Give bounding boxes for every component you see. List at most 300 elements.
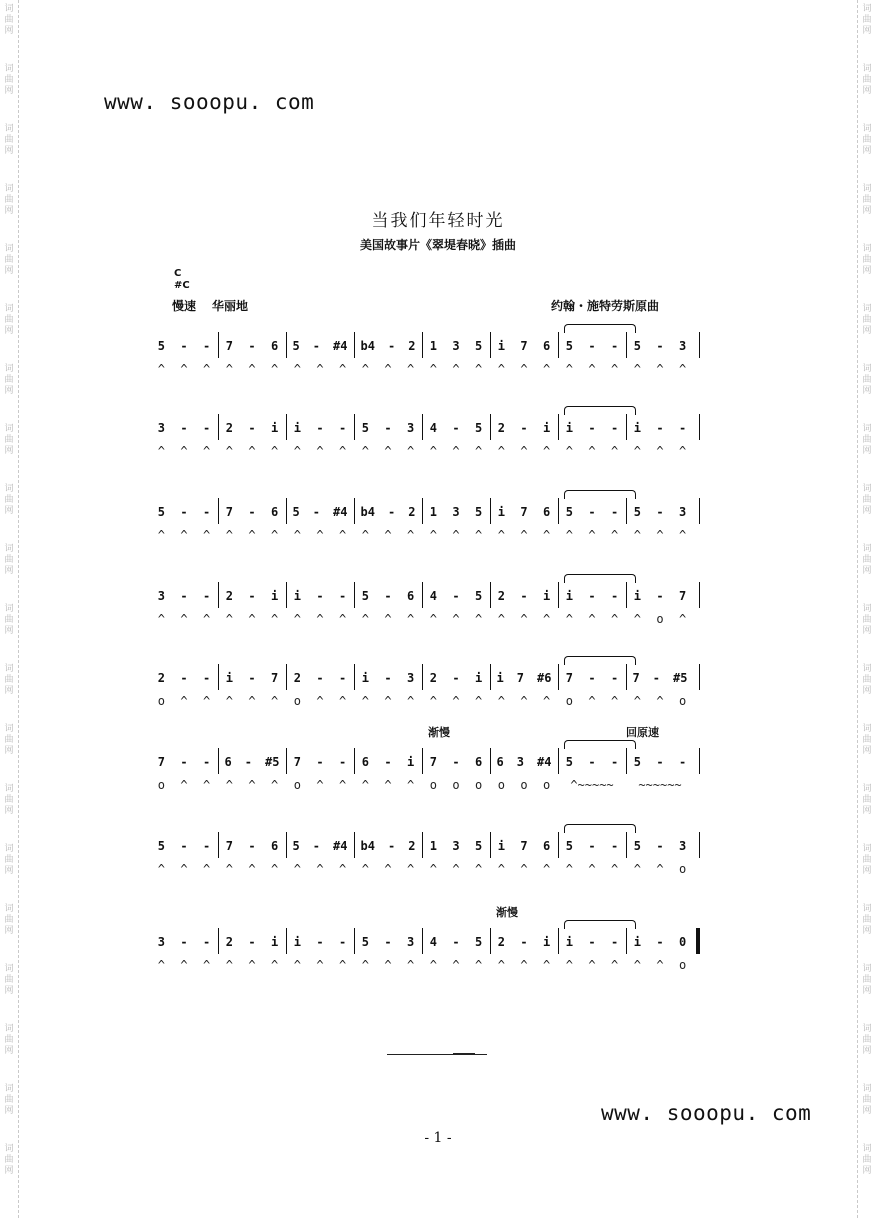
note: 6 [271, 839, 279, 853]
note: - [180, 505, 188, 519]
note: - [316, 671, 324, 685]
measure [218, 668, 286, 688]
accent-mark: ^ [656, 528, 664, 542]
note: - [588, 421, 596, 435]
accent-mark: ^ [520, 612, 528, 626]
note: - [180, 339, 188, 353]
accent-mark: ^ [316, 528, 324, 542]
a-tempo-mark: 回原速 [626, 726, 659, 739]
accent-group [626, 778, 694, 792]
accent-mark: ^ [565, 528, 573, 542]
accent-group [422, 958, 490, 972]
accent-mark: ^ [452, 528, 460, 542]
accent-group [422, 362, 490, 376]
measure-line [150, 502, 710, 522]
note: i [271, 421, 279, 435]
accent-mark: ^ [429, 958, 437, 972]
accent-group [354, 778, 422, 792]
note: i [293, 421, 301, 435]
measure [286, 932, 354, 952]
accent-mark: ^ [475, 612, 483, 626]
accent-mark: o [452, 778, 460, 792]
watermark-glyph-stack: 词 曲 网 [4, 184, 14, 216]
note: i [293, 589, 301, 603]
note: - [452, 755, 460, 769]
note: 3 [679, 505, 687, 519]
note: - [180, 671, 188, 685]
note: 5 [475, 339, 483, 353]
accent-group [490, 862, 558, 876]
accent-group [286, 528, 354, 542]
accent-group [354, 362, 422, 376]
accent-group [354, 528, 422, 542]
accent-mark: ^ [339, 528, 347, 542]
measure [150, 932, 218, 952]
note: i [407, 755, 415, 769]
accent-mark: ^ [656, 958, 664, 972]
measure [354, 502, 422, 522]
note: - [652, 671, 660, 685]
accent-mark: ^ [225, 778, 233, 792]
measure [150, 502, 218, 522]
note: #4 [537, 755, 552, 769]
note: - [339, 671, 347, 685]
measure [558, 418, 626, 438]
accent-mark: ^ [543, 444, 551, 458]
accent-mark: ^ [225, 694, 233, 708]
page-number: - 1 - [424, 1130, 452, 1146]
accent-mark: ^ [361, 612, 369, 626]
accent-group [490, 612, 558, 626]
note: #4 [333, 339, 348, 353]
accent-mark: ^ [293, 862, 301, 876]
note: - [384, 755, 392, 769]
accent-group [286, 862, 354, 876]
accent-group [286, 362, 354, 376]
note: 5 [361, 589, 369, 603]
accent-mark: ^ [611, 528, 619, 542]
measure [354, 932, 422, 952]
accent-mark: ^ [429, 528, 437, 542]
accent-mark: ^ [611, 694, 619, 708]
accent-mark: ^ [293, 444, 301, 458]
note: 6 [224, 755, 232, 769]
watermark-glyph-stack: 词 曲 网 [862, 184, 872, 216]
note: i [543, 421, 551, 435]
note: 7 [516, 671, 524, 685]
note: - [611, 589, 619, 603]
note: - [312, 505, 320, 519]
accent-mark: ^ [316, 612, 324, 626]
measure [218, 336, 286, 356]
measure [354, 836, 422, 856]
accent-group [218, 958, 286, 972]
measure [422, 752, 490, 772]
measure [286, 418, 354, 438]
note: i [271, 935, 279, 949]
accent-mark: ^ [384, 362, 392, 376]
accent-mark: ^ [157, 528, 165, 542]
note: - [611, 421, 619, 435]
accent-mark: ^ [429, 612, 437, 626]
accent-mark: ^ [248, 862, 256, 876]
note: i [633, 589, 641, 603]
accent-mark: ^ [407, 862, 415, 876]
note: 2 [225, 421, 233, 435]
watermark-glyph-stack: 词 曲 网 [4, 1084, 14, 1116]
accent-mark: o [565, 694, 573, 708]
watermark-glyph-stack: 词 曲 网 [4, 664, 14, 696]
accent-mark: ^ [588, 694, 596, 708]
accent-mark: ^ [452, 444, 460, 458]
accent-line [150, 778, 710, 792]
accent-mark: ^ [588, 362, 596, 376]
measure-line [150, 668, 710, 688]
note: - [244, 755, 252, 769]
note: - [248, 589, 256, 603]
accent-mark: ^ [203, 444, 211, 458]
watermark-glyph-stack: 词 曲 网 [862, 64, 872, 96]
measure-line [150, 752, 710, 772]
accent-mark: ^ [225, 528, 233, 542]
note: - [339, 421, 347, 435]
accent-group [218, 694, 286, 708]
accent-mark: ^ [203, 362, 211, 376]
accent-group [354, 612, 422, 626]
note: - [387, 505, 396, 519]
note: 5 [475, 935, 483, 949]
accent-mark: ^ [180, 862, 188, 876]
watermark-glyph-stack: 词 曲 网 [4, 604, 14, 636]
note: 4 [429, 935, 437, 949]
measure [286, 336, 354, 356]
accent-mark: ^ [656, 694, 664, 708]
note: 5 [565, 755, 573, 769]
accent-mark: ^ [475, 362, 483, 376]
key-signature [174, 268, 190, 292]
accent-mark: ^ [679, 528, 687, 542]
accent-mark: ^ [339, 362, 347, 376]
measure [422, 668, 490, 688]
accent-group [626, 862, 694, 876]
accent-line [150, 694, 710, 708]
accent-mark: ^ [316, 362, 324, 376]
accent-mark: ^ [361, 444, 369, 458]
note: - [248, 339, 256, 353]
accent-mark: ^ [407, 444, 415, 458]
note: 5 [475, 421, 483, 435]
tie-arc [564, 406, 636, 415]
accent-line [150, 528, 710, 542]
note: 7 [225, 505, 233, 519]
note: 5 [157, 839, 165, 853]
note: 6 [496, 755, 504, 769]
note: 3 [452, 339, 460, 353]
accent-mark: ^ [588, 444, 596, 458]
accent-mark: ^ [271, 362, 279, 376]
accent-mark: ^ [180, 778, 188, 792]
note: 1 [429, 839, 437, 853]
note: - [312, 339, 320, 353]
note: 5 [292, 339, 300, 353]
accent-mark: ^ [180, 528, 188, 542]
note: 3 [157, 935, 165, 949]
song-title: 当我们年轻时光 [371, 211, 505, 231]
accent-mark: ^ [497, 862, 505, 876]
accent-mark: ^ [384, 694, 392, 708]
note: - [384, 589, 392, 603]
accent-mark: ^ [407, 778, 415, 792]
watermark-glyph-stack: 词 曲 网 [4, 1144, 14, 1176]
accent-group [150, 694, 218, 708]
accent-group [626, 958, 694, 972]
accent-mark: ^ [543, 362, 551, 376]
accent-group [422, 612, 490, 626]
accent-mark: ^ [497, 612, 505, 626]
note: 3 [407, 421, 415, 435]
accent-group [354, 694, 422, 708]
accent-mark: ^ [271, 612, 279, 626]
note: - [611, 505, 619, 519]
note: - [203, 839, 211, 853]
note: 3 [679, 839, 687, 853]
accent-mark: ^ [225, 612, 233, 626]
accent-mark: o [679, 862, 687, 876]
note: 2 [293, 671, 301, 685]
accent-mark: ^ [316, 444, 324, 458]
watermark-glyph-stack: 词 曲 网 [862, 964, 872, 996]
accent-group [150, 778, 218, 792]
note: 2 [429, 671, 437, 685]
accent-group [490, 778, 558, 792]
measure [422, 586, 490, 606]
accent-mark: ^ [520, 694, 528, 708]
score-row [150, 836, 710, 896]
note: 2 [497, 421, 505, 435]
note: - [180, 421, 188, 435]
accent-mark: ^ [271, 528, 279, 542]
note: 7 [679, 589, 687, 603]
accent-mark: ^ [203, 862, 211, 876]
note: - [656, 755, 664, 769]
note: i [543, 935, 551, 949]
watermark-glyph-stack: 词 曲 网 [4, 544, 14, 576]
note: i [293, 935, 301, 949]
accent-mark: o [679, 694, 687, 708]
note: 3 [452, 505, 460, 519]
measure [626, 586, 694, 606]
note: - [339, 755, 347, 769]
note: 7 [429, 755, 437, 769]
note: i [225, 671, 233, 685]
note: 7 [157, 755, 165, 769]
accent-mark: o [543, 778, 551, 792]
measure [286, 502, 354, 522]
accent-group [286, 694, 354, 708]
tie-arc [564, 490, 636, 499]
watermark-glyph-stack: 词 曲 网 [4, 964, 14, 996]
accent-group [558, 958, 626, 972]
measure [422, 932, 490, 952]
note: b4 [360, 505, 375, 519]
accent-mark: ^ [225, 444, 233, 458]
note: 2 [225, 589, 233, 603]
accent-group [558, 362, 626, 376]
note: - [248, 839, 256, 853]
note: b4 [360, 839, 375, 853]
measure [626, 668, 694, 688]
watermark-glyph-stack: 词 曲 网 [862, 244, 872, 276]
accent-mark: ^ [225, 862, 233, 876]
accent-mark: ^ [180, 694, 188, 708]
measure [558, 668, 626, 688]
accent-mark: ^ [316, 958, 324, 972]
watermark-glyph-stack: 词 曲 网 [4, 484, 14, 516]
note: - [316, 589, 324, 603]
style-marking: 华丽地 [212, 299, 249, 313]
accent-mark: ^ [248, 778, 256, 792]
accent-group [286, 958, 354, 972]
accent-group [354, 444, 422, 458]
note: 4 [429, 589, 437, 603]
measure [490, 586, 558, 606]
accent-mark: ^ [565, 958, 573, 972]
note: 5 [633, 755, 641, 769]
note: #6 [537, 671, 552, 685]
note: 6 [407, 589, 415, 603]
measure [490, 668, 558, 688]
note: - [248, 505, 256, 519]
tie-arc [564, 824, 636, 833]
accent-mark: ^ [452, 958, 460, 972]
note: i [496, 671, 504, 685]
note: - [339, 589, 347, 603]
note: 3 [407, 935, 415, 949]
accent-mark: ^ [203, 694, 211, 708]
accent-group [218, 778, 286, 792]
ritardando-mark: 渐慢 [428, 726, 450, 739]
accent-mark: ^ [611, 862, 619, 876]
measure [626, 336, 694, 356]
note: - [316, 755, 324, 769]
accent-mark: o [293, 694, 301, 708]
score-row [150, 418, 710, 478]
accent-mark: ^ [271, 694, 279, 708]
accent-group [354, 958, 422, 972]
accent-mark: ^ [633, 958, 641, 972]
measure [490, 418, 558, 438]
accent-mark: ^ [407, 528, 415, 542]
accent-mark: ^ [271, 862, 279, 876]
accent-mark: o [679, 958, 687, 972]
accent-mark: ^ [429, 362, 437, 376]
note: - [656, 421, 664, 435]
measure [558, 586, 626, 606]
accent-mark: ^ [384, 444, 392, 458]
note: 7 [520, 505, 528, 519]
watermark-glyph-stack: 词 曲 网 [862, 844, 872, 876]
accent-mark: ^ [633, 862, 641, 876]
note: - [387, 839, 396, 853]
note: 2 [497, 935, 505, 949]
accent-mark: ^ [543, 612, 551, 626]
watermark-glyph-stack: 词 曲 网 [862, 1144, 872, 1176]
accent-group [286, 612, 354, 626]
note: 2 [157, 671, 165, 685]
measure [150, 418, 218, 438]
note: - [203, 339, 211, 353]
note: 5 [565, 839, 573, 853]
measure [286, 586, 354, 606]
note: - [180, 935, 188, 949]
note: - [520, 935, 528, 949]
score-row [150, 586, 710, 646]
accent-mark: ^ [203, 528, 211, 542]
note: - [611, 671, 619, 685]
tie-arc [564, 920, 636, 929]
note: - [312, 839, 320, 853]
accent-group [286, 444, 354, 458]
measure [150, 668, 218, 688]
accent-mark: ^ [407, 694, 415, 708]
note: - [180, 839, 188, 853]
accent-line [150, 958, 710, 972]
accent-mark: ^ [293, 362, 301, 376]
accent-mark: ^ [588, 612, 596, 626]
accent-mark: ^ [497, 444, 505, 458]
accent-mark: ^ [339, 694, 347, 708]
note: 6 [543, 505, 551, 519]
composer-credit: 约翰・施特劳斯原曲 [551, 299, 660, 313]
accent-mark: ^ [407, 612, 415, 626]
accent-mark: ^ [157, 362, 165, 376]
accent-mark: ^ [452, 862, 460, 876]
measure [558, 502, 626, 522]
watermark-glyph-stack: 词 曲 网 [4, 64, 14, 96]
watermark-glyph-stack: 词 曲 网 [4, 424, 14, 456]
accent-group [558, 444, 626, 458]
accent-mark: ^ [361, 958, 369, 972]
accent-mark: ^ [384, 612, 392, 626]
accent-mark: ^ [633, 528, 641, 542]
accent-mark: ^ [565, 444, 573, 458]
note: - [339, 935, 347, 949]
note: 7 [565, 671, 573, 685]
accent-mark: ^ [361, 694, 369, 708]
accent-mark: ^ [248, 694, 256, 708]
accent-group [150, 612, 218, 626]
measure [422, 418, 490, 438]
accent-mark: ^ [225, 958, 233, 972]
watermark-glyph-stack: 词 曲 网 [862, 664, 872, 696]
measure [218, 586, 286, 606]
accent-mark: ^ [520, 528, 528, 542]
measure [354, 668, 422, 688]
note: - [452, 671, 460, 685]
note: 0 [679, 935, 687, 949]
accent-mark: ^ [497, 694, 505, 708]
note: 5 [633, 339, 641, 353]
accent-mark: ^ [407, 958, 415, 972]
accent-mark: ^ [361, 778, 369, 792]
watermark-glyph-stack: 词 曲 网 [862, 424, 872, 456]
note: 5 [361, 421, 369, 435]
note: - [387, 339, 396, 353]
accent-group [150, 862, 218, 876]
note: - [180, 589, 188, 603]
measure [150, 836, 218, 856]
accent-mark: ^ [429, 694, 437, 708]
